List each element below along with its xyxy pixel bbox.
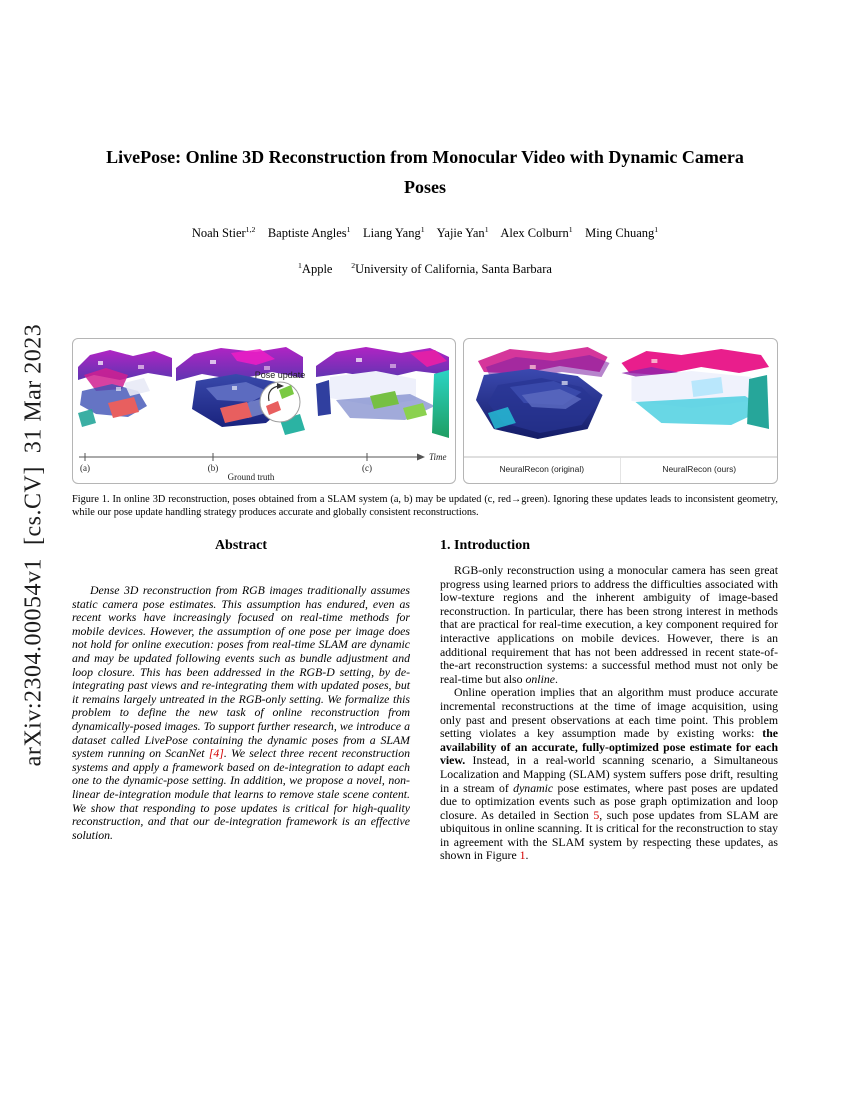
label-neuralrecon-original: NeuralRecon (original) bbox=[499, 463, 585, 475]
tick-label-b: (b) bbox=[207, 463, 219, 473]
recon-snapshot-c bbox=[316, 347, 449, 438]
ground-truth-timeline-graphic bbox=[73, 339, 455, 483]
recon-original bbox=[476, 347, 610, 439]
arxiv-banner: arXiv:2304.00054v1 [cs.CV] 31 Mar 2023 bbox=[20, 323, 47, 767]
reference-link[interactable]: 1 bbox=[519, 848, 526, 863]
pose-update-label: Pose update bbox=[254, 370, 306, 380]
neuralrecon-comparison-graphic bbox=[464, 339, 777, 483]
recon-ours bbox=[621, 349, 769, 429]
reference-link[interactable]: 5 bbox=[593, 807, 600, 822]
two-column-body bbox=[72, 538, 778, 863]
left-column bbox=[72, 538, 410, 863]
time-axis-label: Time bbox=[429, 452, 447, 462]
reference-link[interactable]: [4] bbox=[208, 746, 224, 761]
figure-caption: Figure 1. In online 3D reconstruction, poses obtained from a SLAM system (a, b) may be updated (c, red→green). Ignoring these updates leads to inconsistent geometry, while our pose update handling strategy produces accurate and globally consistent reconstructions. bbox=[72, 494, 778, 518]
affiliation-line: $^1$Apple $^2$University of California, Santa Barbara bbox=[298, 260, 552, 276]
right-column bbox=[440, 538, 778, 863]
figure-panels bbox=[72, 338, 778, 484]
recon-snapshot-a bbox=[78, 350, 172, 427]
abstract-heading: Abstract bbox=[214, 538, 268, 553]
time-arrow-icon bbox=[417, 454, 425, 461]
author-line: Noah Stier$^{1,2}$ Baptiste Angles$^1$ Liang Yang$^1$ Yajie Yan$^1$ Alex Colburn$^1$ Ming Chuang$^1$ bbox=[191, 224, 659, 240]
tick-label-a: (a) bbox=[80, 463, 90, 473]
tick-label-c: (c) bbox=[362, 463, 372, 473]
timeline-axis bbox=[79, 452, 447, 482]
figure-1 bbox=[72, 338, 778, 519]
introduction-heading: 1. Introduction bbox=[440, 538, 530, 553]
comparison-footer bbox=[464, 457, 777, 483]
abstract-paragraph: Dense 3D reconstruction from RGB images traditionally assumes static camera pose estimates. This assumption has endured, even as recent works have increasingly focused on real-time methods for mobile devices. However, the assumption of one pose per image does not hold for online execution: poses from real-time SLAM are dynamic and may be updated following events such as bundle adjustment and loop closure. This has been addressed in the RGB-D setting, by de-integrating past views and re-integrating them with updated poses, but it remains largely untreated in the RGB-only setting. We formalize this problem to define the new task of online reconstruction from dynamically-posed images. To support further research, we introduce a dataset called LivePose containing the dynamic poses from a SLAM system running on ScanNet [4]. We select three recent reconstruction systems and apply a framework based on de-integration to adapt each one to the dynamic-pose setting. In addition, we propose a novel, non-linear de-integration module that learns to remove stale scene content. We show that responding to pose updates is critical for high-quality reconstruction, and that our de-integration framework is an effective solution. bbox=[72, 583, 410, 842]
ground-truth-label: Ground truth bbox=[227, 472, 275, 482]
pose-update-circle bbox=[260, 382, 300, 422]
label-neuralrecon-ours: NeuralRecon (ours) bbox=[662, 463, 737, 475]
figure-right-panel bbox=[463, 338, 778, 484]
introduction-paragraph-2: Online operation implies that an algorithm must produce accurate incremental reconstructions at the time of image acquisition, using only past and present observations at each time point. This problem setting violates a key assumption made by existing works: the availability of an accurate, fully-optimized pose estimate for each view. Instead, in a real-world scanning scenario, a Simultaneous Localization and Mapping (SLAM) system suffers pose drift, resulting in a stream of dynamic pose estimates, where past poses are updated due to optimization events such as pose graph optimization and loop closure. As detailed in Section 5, such pose updates from SLAM are ubiquitous in online scanning. It is critical for the reconstruction to stay in agreement with the SLAM system by respecting these updates, as shown in Figure 1. bbox=[440, 685, 778, 863]
introduction-paragraph-1: RGB-only reconstruction using a monocular camera has seen great progress using learned priors to address the difficulties associated with low-texture regions and the inherent ambiguity of image-based reconstruction. In particular, there has been strong interest in methods that are practical for real-time execution, a key component required for interactive applications on mobile devices. However, there is an additional requirement that has not been addressed in recent state-of-the-art reconstruction systems: a successful method must not only be real-time but also online. bbox=[440, 563, 778, 686]
figure-left-panel bbox=[72, 338, 456, 484]
paper-title: LivePose: Online 3D Reconstruction from Monocular Video with Dynamic Camera Poses bbox=[106, 147, 744, 197]
